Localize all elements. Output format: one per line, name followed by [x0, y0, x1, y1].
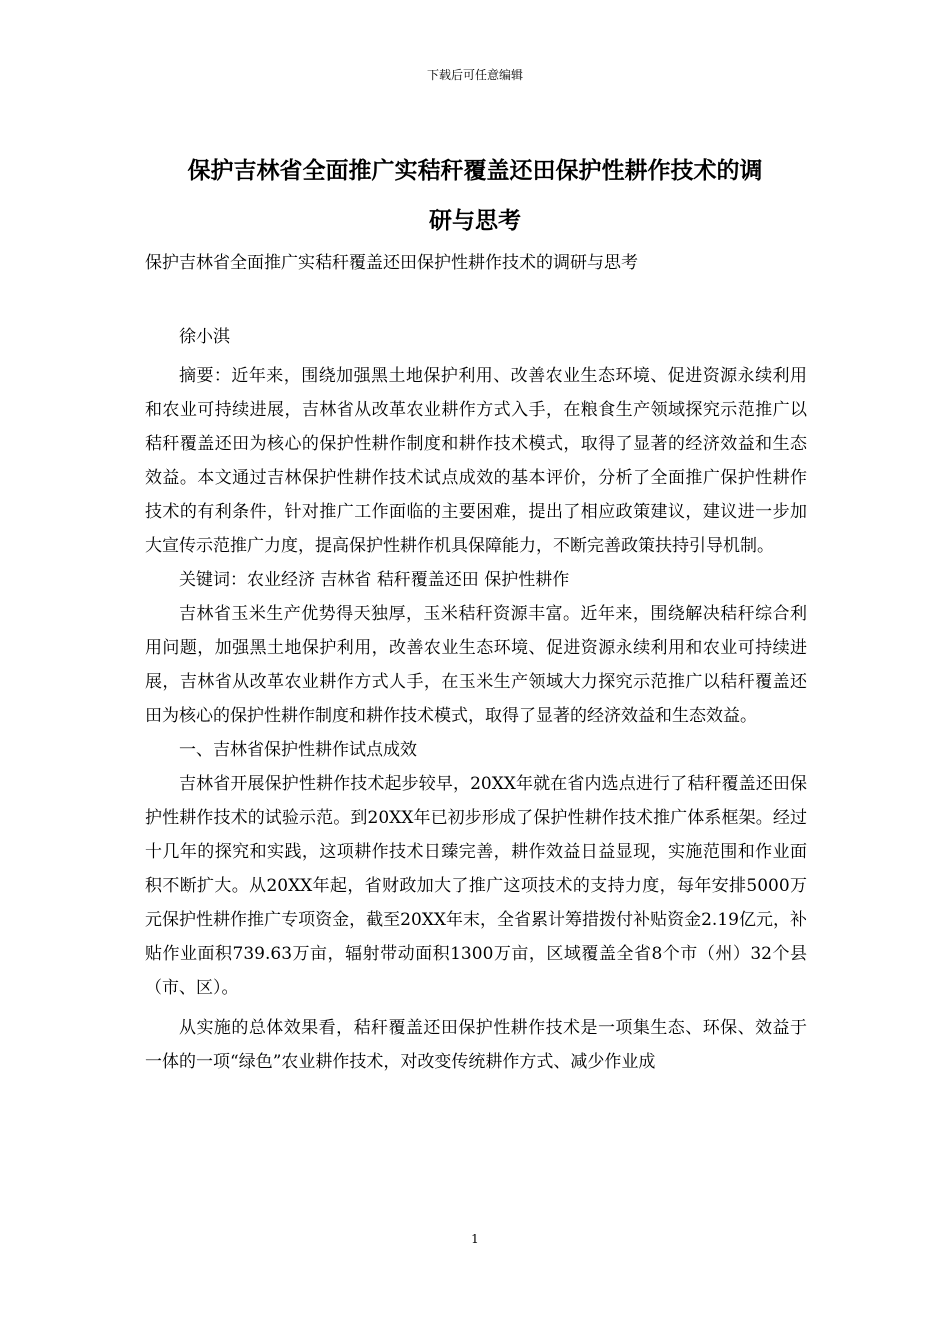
author-line — [145, 324, 807, 350]
author-name: 徐小淇 — [179, 327, 230, 347]
section-heading: 一、吉林省保护性耕作试点成效 — [179, 740, 417, 760]
title-line-1: 保护吉林省全面推广实秸秆覆盖还田保护性耕作技术的调 — [187, 157, 763, 184]
body-paragraph: 吉林省开展保护性耕作技术起步较早，20XX年就在省内选点进行了秸秆覆盖还田保护性耕作技术的试验示范。到20XX年已初步形成了保护性耕作技术推广体系框架。经过十几年的探究和实践，这项耕作技术日臻完善，耕作效益日益显现，实施范围和作业面积不断扩大。从20XX年起，省财政加大了推广这项技术的支持力度，每年安排5000万元保护性耕作推广专项资金，截至20XX年末，全省累计筹措拨付补贴资金2.19亿元，补贴作业面积739.63万亩，辐射带动面积1300万亩，区域覆盖全省8个市（州）32个县（市、区）。 — [145, 774, 807, 998]
document-subtitle: 保护吉林省全面推广实秸秆覆盖还田保护性耕作技术的调研与思考 — [145, 253, 638, 273]
page-header-note: 下载后可任意编辑 — [426, 68, 523, 82]
document-body — [145, 359, 807, 1079]
page-number: 1 — [471, 1232, 479, 1246]
abstract-paragraph: 摘要：近年来，围绕加强黑土地保护利用、改善农业生态环境、促进资源永续利用和农业可持续进展，吉林省从改革农业耕作方式入手，在粮食生产领域探究示范推广以秸秆覆盖还田为核心的保护性耕作制度和耕作技术模式，取得了显著的经济效益和生态效益。本文通过吉林保护性耕作技术试点成效的基本评价，分析了全面推广保护性耕作技术的有利条件，针对推广工作面临的主要困难，提出了相应政策建议，建议进一步加大宣传示范推广力度，提高保护性耕作机具保障能力，不断完善政策扶持引导机制。 — [145, 366, 807, 556]
document-title — [145, 146, 805, 246]
keywords-paragraph: 关键词：农业经济 吉林省 秸秆覆盖还田 保护性耕作 — [179, 570, 570, 590]
intro-paragraph: 吉林省玉米生产优势得天独厚，玉米秸秆资源丰富。近年来，围绕解决秸秆综合利用问题，加强黑土地保护利用，改善农业生态环境、促进资源永续利用和农业可持续进展，吉林省从改革农业耕作方式人手，在玉米生产领域大力探究示范推广以秸秆覆盖还田为核心的保护性耕作制度和耕作技术模式，取得了显著的经济效益和生态效益。 — [145, 604, 807, 726]
title-line-2: 研与思考 — [429, 207, 521, 234]
body-paragraph: 从实施的总体效果看，秸秆覆盖还田保护性耕作技术是一项集生态、环保、效益于一体的一项“绿色”农业耕作技术，对改变传统耕作方式、减少作业成 — [145, 1018, 807, 1072]
